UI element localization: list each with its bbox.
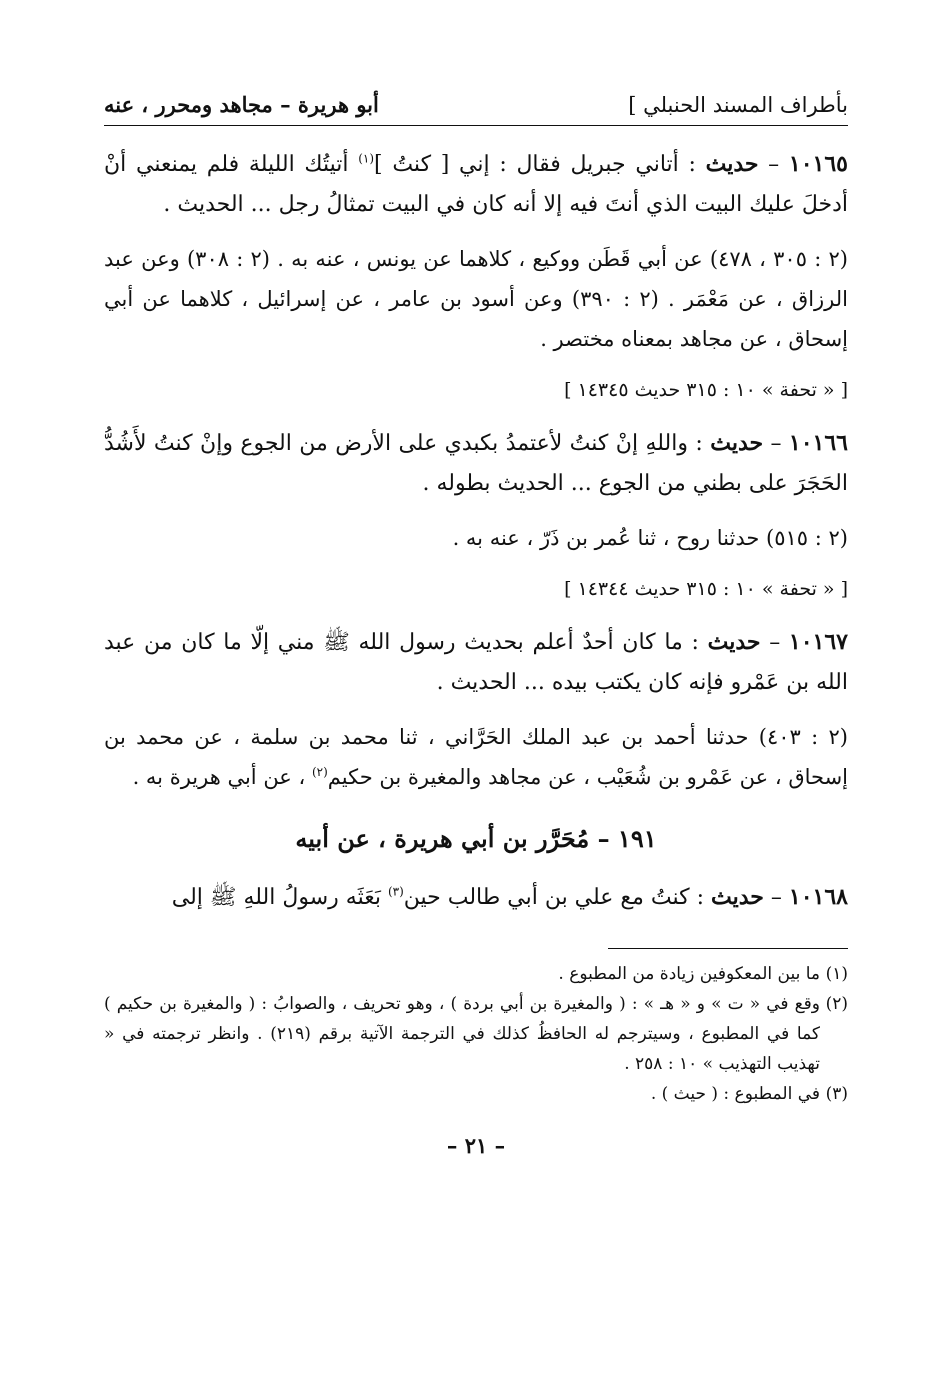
footnote-ref: (٣) bbox=[387, 884, 404, 899]
running-header bbox=[104, 92, 848, 126]
footnote-number: (٣) bbox=[825, 1084, 848, 1104]
footnote-text: في المطبوع : ( حيث ) . bbox=[650, 1084, 820, 1104]
isnad-text: ، عن أبي هريرة به . bbox=[132, 765, 312, 789]
hadith-text: : أتاني جبريل فقال : إني [ كنتُ ] bbox=[374, 152, 706, 177]
hadith-10168 bbox=[104, 877, 848, 918]
footnote-divider bbox=[608, 948, 848, 949]
page-number: – ٢١ – bbox=[446, 1133, 506, 1158]
document-page bbox=[104, 92, 848, 1158]
footnote-1 bbox=[104, 959, 848, 989]
isnad-10166: (٢ : ٥١٥) حدثنا روح ، ثنا عُمر بن ذَرّ ، عنه به . bbox=[452, 526, 848, 550]
hadith-text: : واللهِ إنْ كنتُ لأعتمدُ بكبدي على الأرض من الجوع وإنْ كنتُ لأَشُدُّ الحَجَرَ على بطني من الجوع ... الحديث بطوله . bbox=[104, 431, 848, 496]
tuhfa-ref-10165: [ « تحفة » ١٠ : ٣١٥ حديث ١٤٣٤٥ ] bbox=[564, 379, 848, 401]
hadith-10166 bbox=[104, 423, 848, 504]
hadith-keyword: حديث bbox=[710, 430, 764, 456]
isnad-10165: (٢ : ٣٠٥ ، ٤٧٨) عن أبي قَطَن ووكيع ، كلاهما عن يونس ، عنه به . (٢ : ٣٠٨) وعن عبد الرزاق ، عن مَعْمَر . (٢ : ٣٩٠) وعن أسود بن عامر ، عن إسرائيل ، كلاهما عن أبي إسحاق ، عن مجاهد بمعناه مختصر . bbox=[104, 247, 848, 351]
hadith-keyword: حديث bbox=[705, 151, 759, 177]
hadith-text: أتيتُك الليلة فلم يمنعني أنْ أدخلَ عليك البيت الذي أنتَ فيه إلا أنه كان في البيت تمثالُ رجل ... الحديث . bbox=[104, 152, 848, 217]
hadith-10167 bbox=[104, 622, 848, 703]
hadith-keyword: حديث bbox=[707, 629, 761, 655]
footnote-ref: (١) bbox=[358, 151, 375, 166]
footnote-3 bbox=[104, 1079, 848, 1109]
footnote-2 bbox=[104, 989, 848, 1079]
hadith-dash: – bbox=[763, 431, 789, 456]
isnad-10167 bbox=[104, 717, 848, 797]
hadith-number: ١٠١٦٦ bbox=[788, 430, 848, 456]
hadith-text: : ما كان أحدٌ أعلم بحديث رسول الله ﷺ مني إلّا ما كان من عبد الله بن عَمْرو فإنه كان يكتب بيده ... الحديث . bbox=[104, 630, 848, 695]
hadith-text: بَعَثَه رسولُ اللهِ ﷺ إلى bbox=[171, 885, 388, 910]
header-chapter-title: أبو هريرة – مجاهد ومحرر ، عنه bbox=[104, 92, 379, 117]
hadith-number: ١٠١٦٥ bbox=[788, 151, 848, 177]
footnotes bbox=[104, 959, 848, 1109]
footnote-text: وقع في « ت » و « هـ » : ( والمغيرة بن أبي بردة ) ، وهو تحريف ، والصوابُ : ( والمغيرة بن حكيم ) كما في المطبوع ، وسيترجم له الحافظُ كذلك في الترجمة الآتية برقم (٢١٩) . وانظر ترجمته في « تهذيب التهذيب » ١٠ : ٢٥٨ . bbox=[104, 994, 820, 1074]
hadith-text: : كنتُ مع علي بن أبي طالب حين bbox=[403, 885, 712, 910]
hadith-dash: – bbox=[763, 885, 789, 910]
hadith-number: ١٠١٦٧ bbox=[788, 629, 848, 655]
hadith-dash: – bbox=[760, 630, 789, 655]
footnote-number: (١) bbox=[825, 964, 848, 984]
footnote-text: ما بين المعكوفين زيادة من المطبوع . bbox=[558, 964, 820, 984]
section-title: ١٩١ – مُحَرَّر بن أبي هريرة ، عن أبيه bbox=[295, 824, 657, 853]
hadith-10165 bbox=[104, 144, 848, 225]
hadith-keyword: حديث bbox=[711, 884, 764, 910]
footnote-ref: (٢) bbox=[311, 765, 328, 779]
tuhfa-ref-10166: [ « تحفة » ١٠ : ٣١٥ حديث ١٤٣٤٤ ] bbox=[564, 578, 848, 600]
hadith-dash: – bbox=[758, 152, 789, 177]
isnad-text: (٢ : ٤٠٣) حدثنا أحمد بن عبد الملك الحَرَّاني ، ثنا محمد بن سلمة ، عن محمد بن إسحاق ، عن عَمْرو بن شُعَيْب ، عن مجاهد والمغيرة بن حكيم bbox=[104, 725, 848, 789]
footnote-number: (٢) bbox=[825, 994, 848, 1014]
header-book-title: بأطراف المسند الحنبلي ] bbox=[628, 93, 848, 117]
hadith-number: ١٠١٦٨ bbox=[788, 884, 848, 910]
